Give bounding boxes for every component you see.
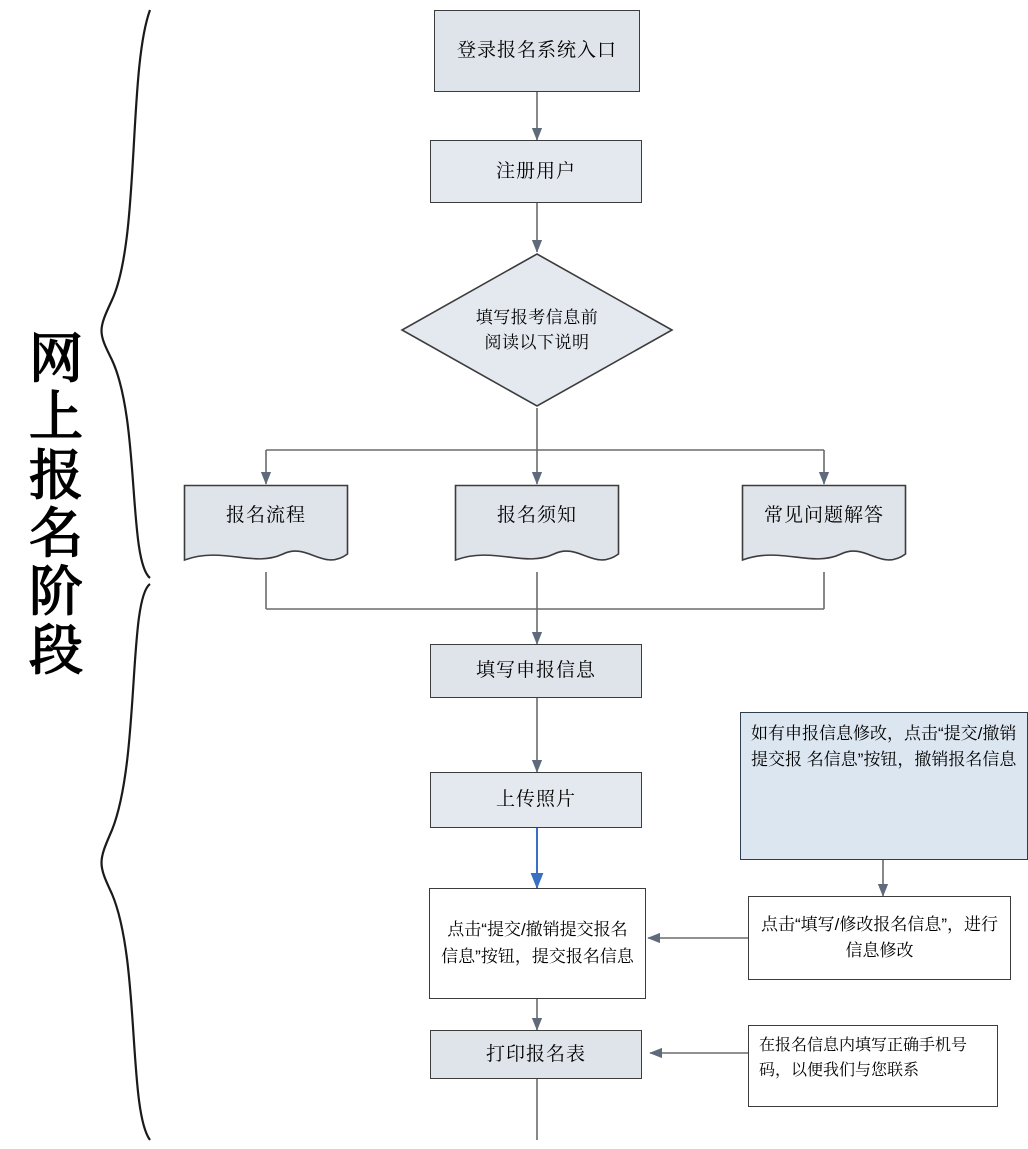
note-submit (429, 888, 646, 999)
node-entry[interactable] (434, 10, 640, 92)
node-doc-faq-label: 常见问题解答 (763, 504, 884, 526)
node-decision[interactable] (400, 252, 674, 408)
note-submit-text: 点击“提交/撤销提交报名信息”按钮，提交报名信息 (441, 920, 634, 966)
node-decision-line1: 填写报考信息前 (475, 307, 599, 327)
node-fill-info-label: 填写申报信息 (475, 660, 596, 682)
node-entry-label: 登录报名系统入口 (456, 40, 617, 62)
node-doc-process-label: 报名流程 (225, 504, 306, 526)
node-register[interactable] (430, 140, 642, 203)
node-decision-line2: 阅读以下说明 (484, 333, 590, 352)
node-print-form-label: 打印报名表 (485, 1043, 586, 1065)
node-doc-faq[interactable] (741, 484, 907, 572)
node-doc-notice[interactable] (454, 484, 620, 572)
node-doc-process[interactable] (183, 484, 349, 572)
note-revoke (740, 712, 1028, 860)
note-modify-text: 点击“填写/修改报名信息”，进行信息修改 (760, 914, 999, 960)
note-phone-text: 在报名信息内填写正确手机号码，以便我们与您联系 (759, 1037, 968, 1079)
node-fill-info[interactable] (430, 644, 642, 698)
note-revoke-text: 如有申报信息修改，点击“提交/撤销提交报 名信息”按钮，撤销报名信息 (751, 724, 1017, 770)
stage-label: 网上报名阶段 (29, 329, 83, 681)
node-upload-photo-label: 上传照片 (495, 789, 576, 811)
note-modify (748, 896, 1011, 980)
node-print-form[interactable] (430, 1030, 642, 1079)
node-doc-notice-label: 报名须知 (496, 504, 577, 526)
node-register-label: 注册用户 (495, 160, 576, 182)
node-decision-label (400, 252, 674, 408)
node-upload-photo[interactable] (430, 772, 642, 828)
note-phone (748, 1025, 998, 1107)
